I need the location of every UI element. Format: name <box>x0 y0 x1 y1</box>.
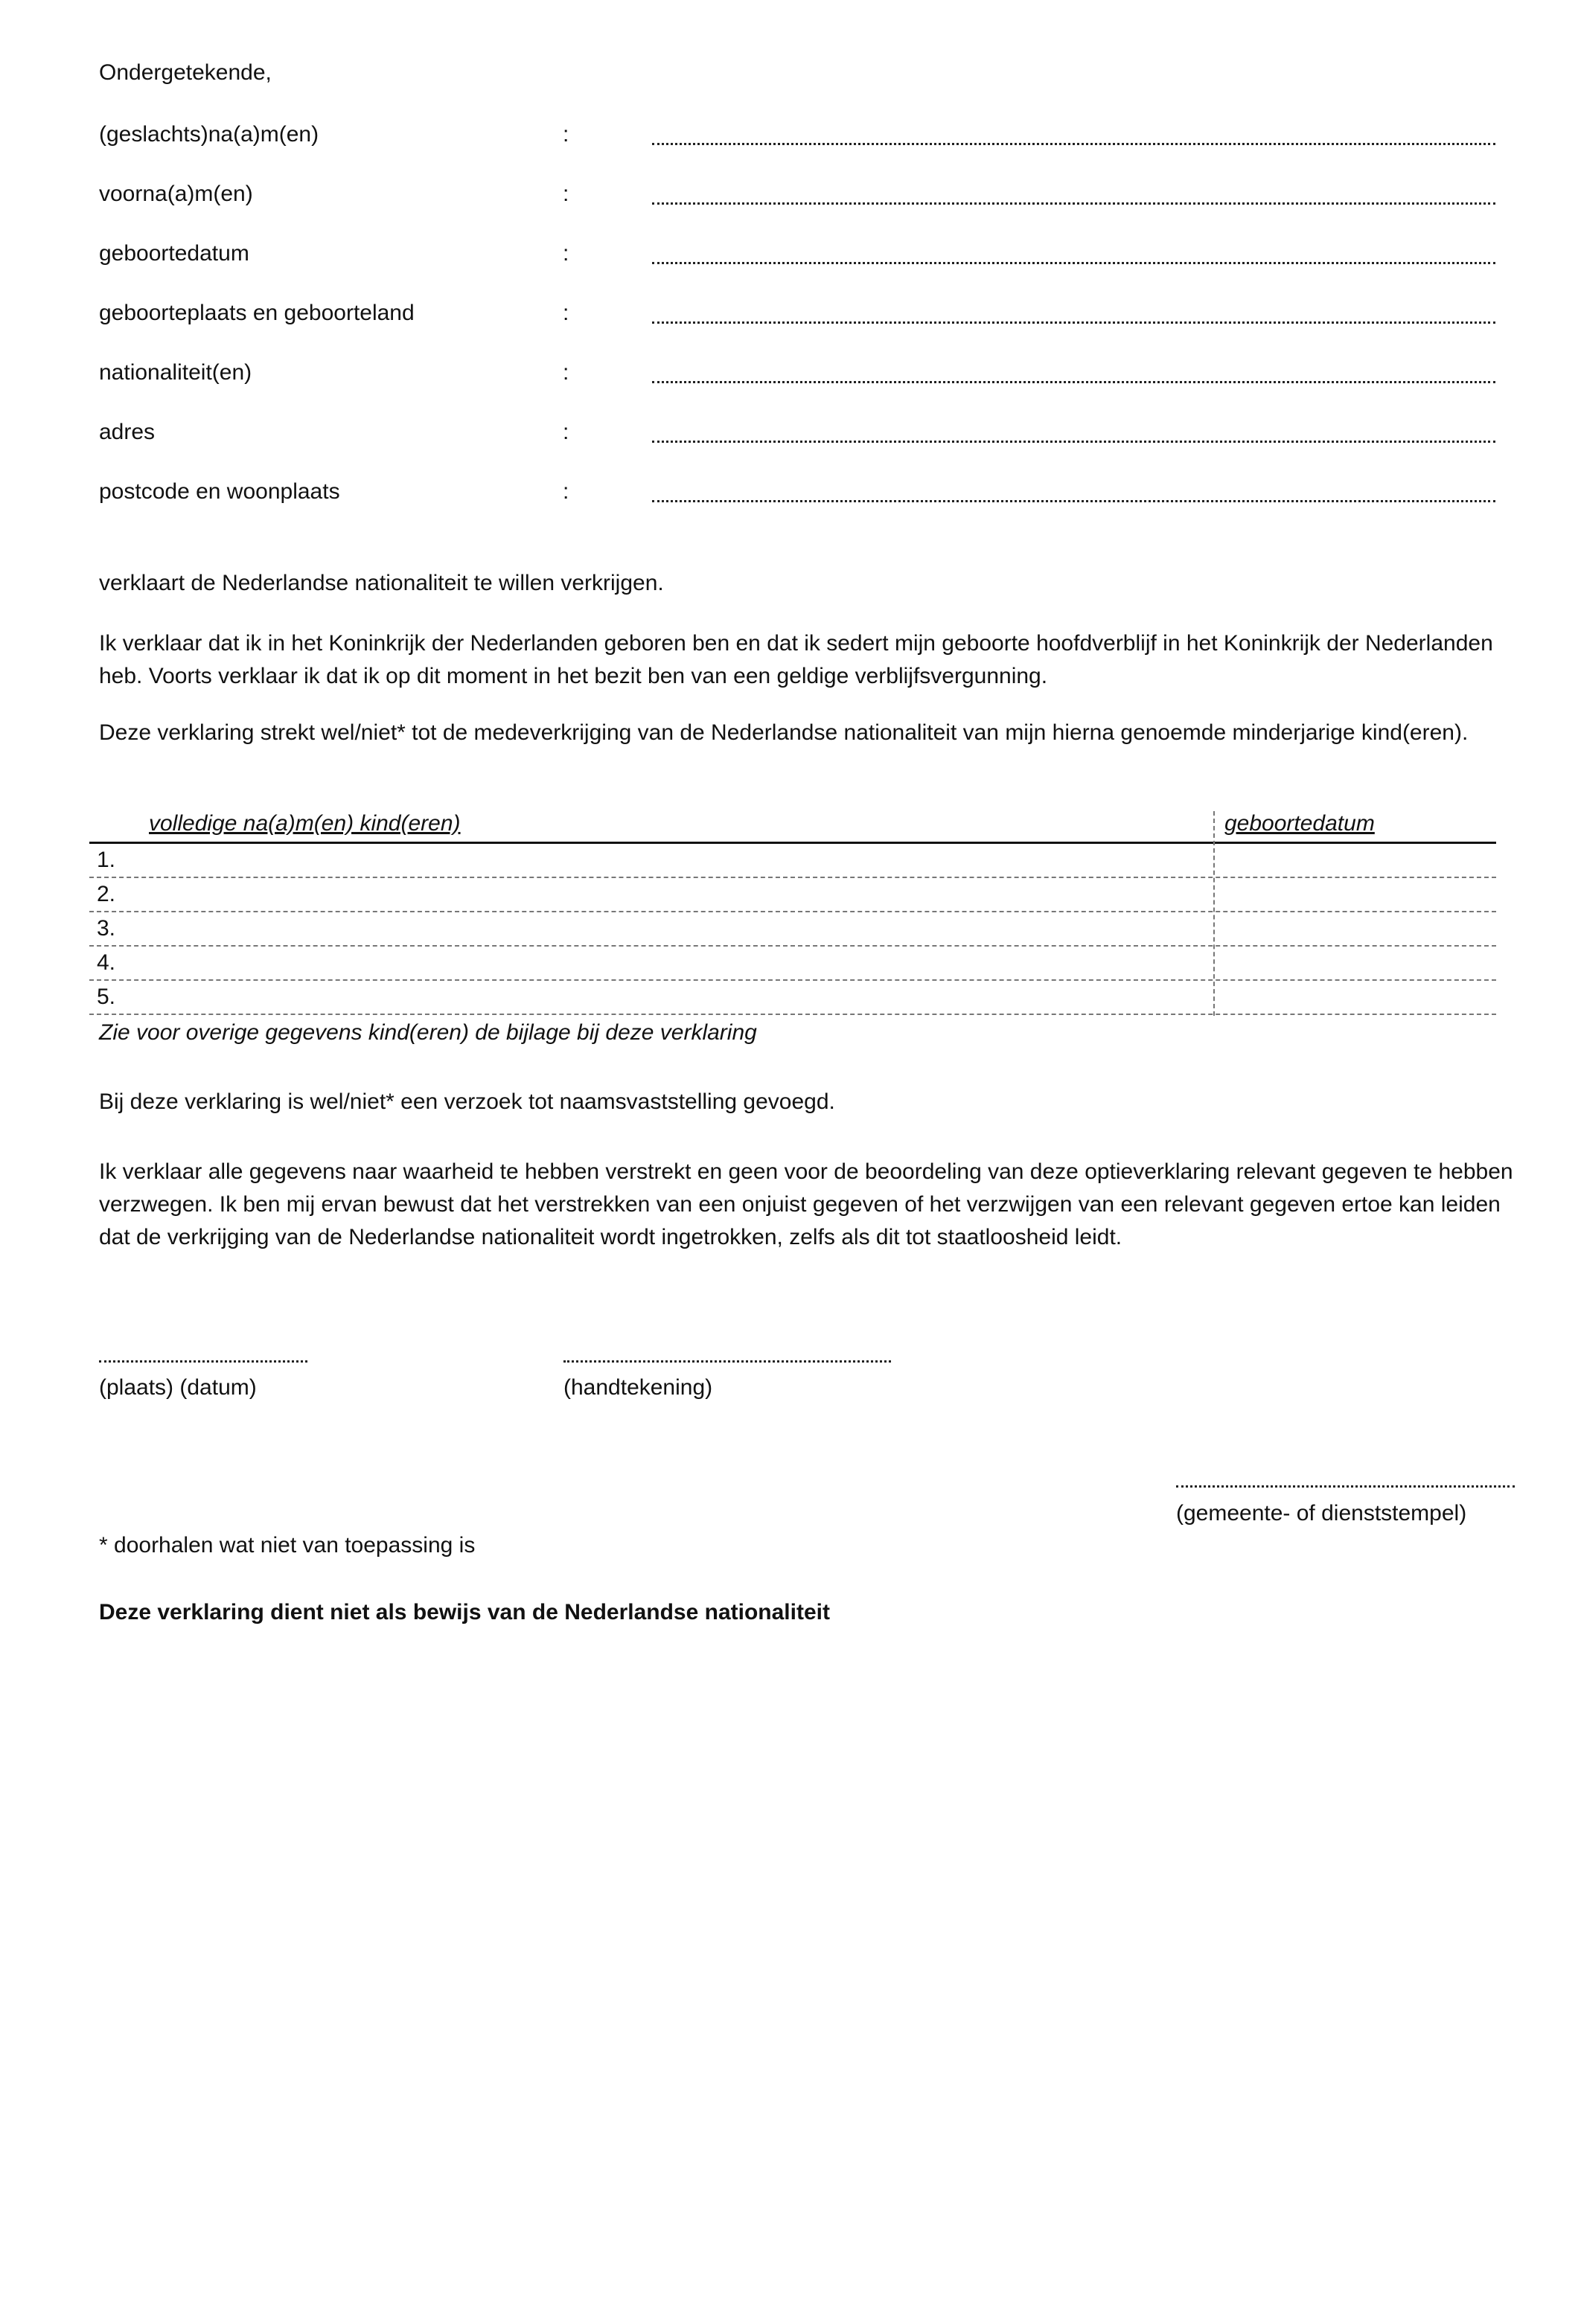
column-header-birthdate: geboortedatum <box>1224 811 1375 836</box>
field-colon: : <box>563 301 569 325</box>
row-number: 1. <box>97 848 116 872</box>
signature-line[interactable] <box>563 1360 891 1363</box>
table-column-separator <box>1213 811 1215 1016</box>
row-line <box>89 911 1496 912</box>
table-header-rule <box>89 842 1496 844</box>
children-table-note: Zie voor overige gegevens kind(eren) de bijlage bij deze verklaring <box>99 1020 757 1045</box>
field-input-line[interactable] <box>652 381 1495 383</box>
field-label: adres <box>99 420 156 444</box>
field-label: postcode en woonplaats <box>99 479 340 504</box>
stamp-label: (gemeente- of dienststempel) <box>1176 1501 1467 1526</box>
field-colon: : <box>563 360 569 385</box>
row-line <box>89 1014 1496 1015</box>
form-heading: Ondergetekende, <box>99 60 272 85</box>
field-label: geboortedatum <box>99 241 249 266</box>
row-line <box>89 945 1496 947</box>
field-input-line[interactable] <box>652 321 1495 324</box>
row-line <box>89 979 1496 981</box>
row-number: 2. <box>97 882 116 906</box>
place-date-label: (plaats) (datum) <box>99 1375 257 1400</box>
field-colon: : <box>563 479 569 504</box>
row-line <box>89 877 1496 878</box>
field-colon: : <box>563 420 569 444</box>
field-colon: : <box>563 241 569 266</box>
footnote: * doorhalen wat niet van toepassing is <box>99 1533 476 1558</box>
field-input-line[interactable] <box>652 143 1495 145</box>
row-number: 4. <box>97 950 116 975</box>
paragraph-name-determination: Bij deze verklaring is wel/niet* een verzoek tot naamsvaststelling gevoegd. <box>99 1089 835 1114</box>
field-input-line[interactable] <box>652 441 1495 443</box>
row-number: 5. <box>97 985 116 1009</box>
field-colon: : <box>563 182 569 206</box>
signature-label: (handtekening) <box>563 1375 713 1400</box>
statement-text: verklaart de Nederlandse nationaliteit te willen verkrijgen. <box>99 571 664 595</box>
column-header-names: volledige na(a)m(en) kind(eren) <box>149 811 461 836</box>
field-label: geboorteplaats en geboorteland <box>99 301 415 325</box>
field-input-line[interactable] <box>652 262 1495 264</box>
paragraph-birth: Ik verklaar dat ik in het Koninkrijk der Nederlanden geboren ben en dat ik sedert mijn geboorte hoofdverblijf in het Koninkrijk der Nederlanden heb. Voorts verklaar ik dat ik op dit moment in het bezit ben van een geldige verblijfsvergunning. <box>99 631 1493 688</box>
row-number: 3. <box>97 916 116 941</box>
field-label: voorna(a)m(en) <box>99 182 253 206</box>
field-label: (geslachts)na(a)m(en) <box>99 122 319 147</box>
field-input-line[interactable] <box>652 202 1495 205</box>
field-label: nationaliteit(en) <box>99 360 252 385</box>
paragraph-children: Deze verklaring strekt wel/niet* tot de medeverkrijging van de Nederlandse nationaliteit van mijn hierna genoemde minderjarige kind(eren). <box>99 720 1469 745</box>
disclaimer: Deze verklaring dient niet als bewijs van de Nederlandse nationaliteit <box>99 1600 830 1624</box>
field-colon: : <box>563 122 569 147</box>
paragraph-truth: Ik verklaar alle gegevens naar waarheid te hebben verstrekt en geen voor de beoordeling van deze optieverklaring relevant gegeven te hebben verzwegen. Ik ben mij ervan bewust dat het verstrekken van een onjuist gegeven of het verzwijgen van een relevant gegeven ertoe kan leiden dat de verkrijging van de Nederlandse nationaliteit wordt ingetrokken, zelfs als dit tot staatloosheid leidt. <box>99 1159 1513 1249</box>
field-input-line[interactable] <box>652 500 1495 502</box>
place-date-line[interactable] <box>99 1360 307 1363</box>
stamp-line[interactable] <box>1176 1485 1515 1488</box>
